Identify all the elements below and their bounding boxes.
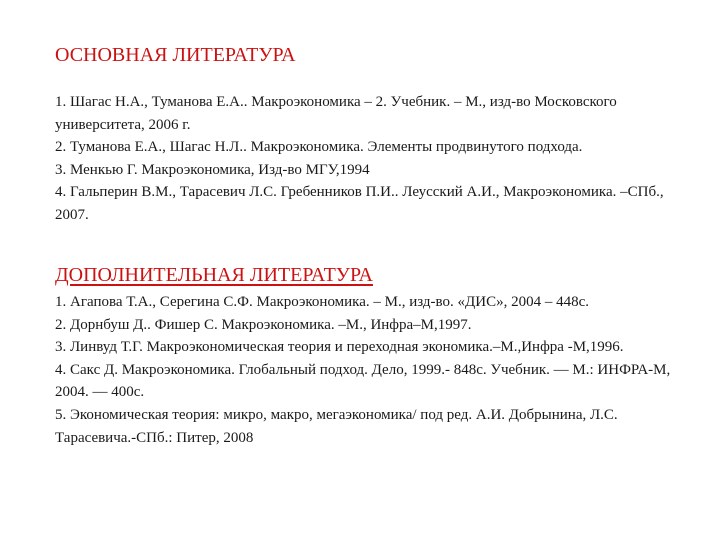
additional-literature-heading: ДОПОЛНИТЕЛЬНАЯ ЛИТЕРАТУРА [55, 264, 373, 286]
additional-literature-item: 4. Сакс Д. Макроэкономика. Глобальный подход. Дело, 1999.- 848с. Учебник. — М.: ИНФРА-М, 2004. — 400с. [55, 361, 671, 401]
main-literature-item: 1. Шагас Н.А., Туманова Е.А.. Макроэкономика – 2. Учебник. – М., изд-во Московского университета, 2006 г. [55, 94, 617, 133]
main-literature-heading: ОСНОВНАЯ ЛИТЕРАТУРА [55, 44, 296, 66]
additional-literature-item: 1. Агапова Т.А., Серегина С.Ф. Макроэкономика. – М., изд-во. «ДИС», 2004 – 448с. [55, 294, 589, 310]
additional-literature-list [55, 291, 695, 449]
main-literature-list [55, 91, 695, 227]
main-literature-item: 4. Гальперин В.М., Тарасевич Л.С. Гребенников П.И.. Леусский А.И., Макроэкономика. –СПб., 2007. [55, 184, 664, 223]
main-literature-item: 3. Менкью Г. Макроэкономика, Изд-во МГУ,1994 [55, 161, 370, 178]
additional-literature-item: 2. Дорнбуш Д.. Фишер С. Макроэкономика. –М., Инфра–М,1997. [55, 316, 472, 333]
additional-literature-item: 5. Экономическая теория: микро, макро, мегаэкономика/ под ред. А.И. Добрынина, Л.С. Тарасевича.-СПб.: Питер, 2008 [55, 406, 618, 446]
main-literature-item: 2. Туманова Е.А., Шагас Н.Л.. Макроэкономика. Элементы продвинутого подхода. [55, 139, 583, 156]
additional-literature-item: 3. Линвуд Т.Г. Макроэкономическая теория и переходная экономика.–М.,Инфра -М,1996. [55, 339, 624, 356]
